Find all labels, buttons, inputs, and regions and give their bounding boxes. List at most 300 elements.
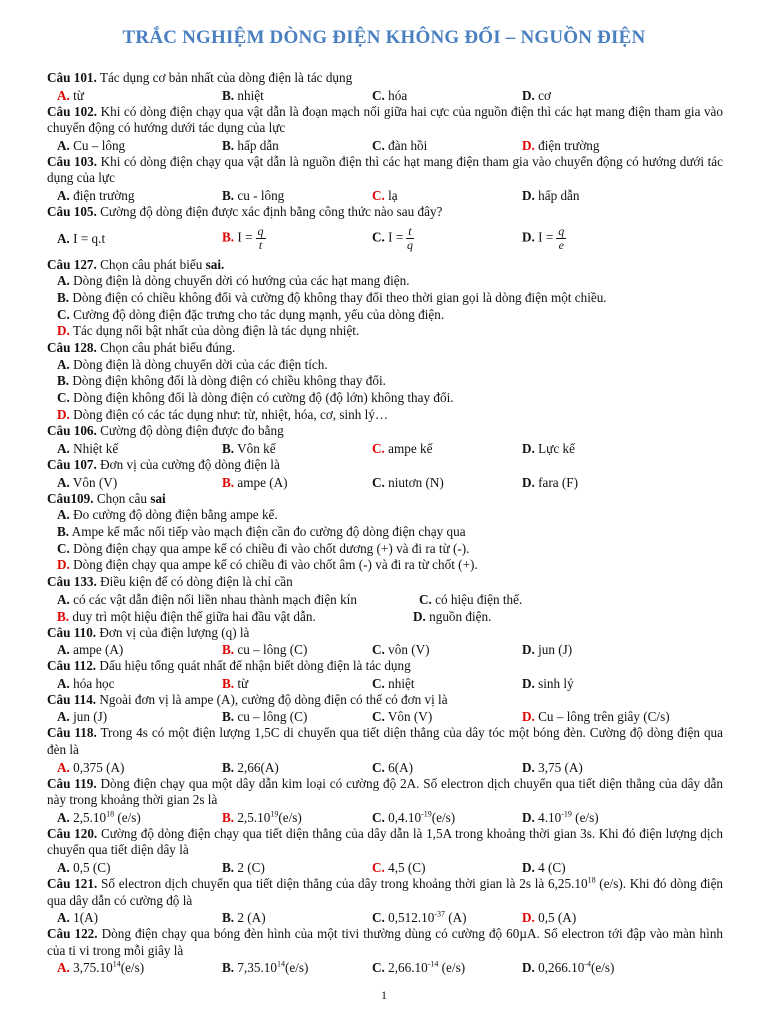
option-b[interactable] [47, 524, 723, 541]
exponent: -37 [434, 909, 445, 919]
option-text: từ [237, 675, 249, 691]
option-d[interactable] [522, 809, 723, 826]
option-b[interactable] [222, 225, 372, 252]
option-c[interactable] [372, 474, 522, 491]
option-letter: A. [57, 440, 70, 456]
option-text: ampe (A) [237, 474, 288, 490]
option-letter: C. [372, 642, 385, 658]
option-text: 3,75.10 [73, 960, 113, 976]
option-text: Dòng điện có các tác dụng như: từ, nhiệt, hóa, cơ, sinh lý… [73, 406, 389, 422]
option-unit: (e/s) [284, 960, 309, 976]
option-letter: D. [522, 960, 535, 976]
option-letter: B. [222, 229, 235, 245]
fraction [406, 225, 413, 252]
option-text: Dòng điện là dòng chuyển dời của các điện tích. [73, 356, 328, 372]
option-c[interactable] [372, 708, 522, 725]
option-letter: C. [372, 960, 385, 976]
option-text: 4.10 [538, 809, 562, 825]
question-text: Số electron dịch chuyển qua tiết diện thẳng của dây trong khoảng thời gian là 2s là 6,25.10 [101, 875, 588, 891]
question-number: Câu 112. [47, 658, 97, 674]
question-number: Câu 102. [47, 103, 98, 119]
option-a[interactable] [47, 641, 222, 658]
question-text: Tác dụng cơ bản nhất của dòng điện là tác dụng [99, 70, 353, 85]
option-text: duy trì một hiệu điện thế giữa hai đầu vật dẫn. [72, 608, 316, 624]
option-letter: D. [522, 642, 535, 658]
option-letter: C. [372, 910, 385, 926]
option-text: Vôn (V) [387, 709, 433, 725]
option-b[interactable] [222, 759, 372, 776]
option-text: Dòng điện là dòng chuyển dời có hướng của các hạt mang điện. [73, 273, 410, 289]
option-d[interactable] [522, 675, 723, 692]
option-a[interactable] [47, 474, 222, 491]
option-text: jun (J) [73, 709, 108, 725]
option-b[interactable] [222, 675, 372, 692]
option-text: Lực kế [538, 440, 575, 456]
exponent: 18 [106, 809, 115, 819]
option-text: đàn hồi [388, 137, 428, 153]
option-letter: D. [522, 440, 535, 456]
option-a[interactable] [47, 708, 222, 725]
question-number: Câu 128. [47, 339, 97, 355]
option-text: Dòng điện chạy qua ampe kế có chiều đi vào chốt dương (+) và đi ra từ (-). [73, 540, 470, 556]
option-d[interactable] [47, 407, 723, 424]
option-a[interactable] [47, 507, 723, 524]
option-c[interactable] [372, 959, 522, 976]
fraction-numerator: q [257, 224, 264, 239]
option-text: cu - lông [237, 187, 285, 203]
option-text: 7,35.10 [237, 960, 277, 976]
options-row [47, 641, 723, 658]
option-c[interactable] [372, 440, 522, 457]
question-stem [47, 340, 723, 357]
option-letter: C. [372, 137, 385, 153]
question-number: Câu 133. [47, 573, 97, 589]
option-a[interactable] [47, 357, 723, 374]
option-text: nguồn điện. [429, 608, 492, 624]
option-letter: B. [57, 289, 70, 305]
option-d[interactable] [522, 708, 723, 725]
question-list [47, 70, 723, 976]
option-text: I = [388, 229, 404, 245]
option-text: 0,375 (A) [73, 759, 125, 775]
option-text: I = [237, 229, 253, 245]
option-a[interactable] [47, 273, 723, 290]
option-text: lạ [388, 187, 398, 203]
question-number: Câu 107. [47, 456, 97, 472]
question-number: Câu109. [47, 490, 94, 506]
option-unit: (e/s) [278, 809, 302, 825]
question-stem [47, 154, 723, 187]
option-letter: D. [413, 608, 426, 624]
option-d[interactable] [522, 759, 723, 776]
option-a[interactable] [47, 591, 419, 608]
option-a[interactable] [47, 859, 222, 876]
option-letter: C. [57, 306, 70, 322]
option-d[interactable] [522, 859, 723, 876]
option-text: hóa [388, 87, 408, 103]
option-text: từ [73, 87, 84, 103]
question-number: Câu 106. [47, 423, 97, 439]
option-text: 1(A) [73, 910, 99, 926]
superscript: 18 [587, 875, 596, 885]
option-letter: A. [57, 709, 70, 725]
question-text: Cường độ dòng điện được đo bằng [100, 423, 284, 439]
question-text: Dòng điện chạy qua một dây dẫn kim loại có cường độ 2A. Số electron dịch chuyển qua tiết diện thẳng của dây dẫn này trong khoảng thời gian 2s là [47, 775, 723, 808]
option-letter: D. [57, 557, 70, 573]
option-c[interactable] [372, 759, 522, 776]
option-a[interactable] [47, 87, 222, 104]
question-number: Câu 121. [47, 875, 98, 891]
option-text: 0,266.10 [538, 960, 585, 976]
option-letter: C. [372, 759, 385, 775]
option-text: 4 (C) [538, 859, 566, 875]
option-letter: D. [522, 187, 535, 203]
question-number: Câu 127. [47, 256, 97, 272]
option-text: 4,5 (C) [388, 859, 426, 875]
options-row [47, 759, 723, 776]
option-b[interactable] [222, 708, 372, 725]
exponent: -19 [561, 809, 572, 819]
question-number: Câu 110. [47, 624, 97, 640]
option-letter: B. [57, 608, 70, 624]
option-a[interactable] [47, 675, 222, 692]
option-letter: A. [57, 273, 70, 289]
exponent: 19 [270, 809, 279, 819]
page-number: 1 [381, 988, 387, 1002]
option-text: Cu – lông [73, 137, 126, 153]
question-text: Khi có dòng điện chạy qua vật dẫn là nguồn điện thì các hạt mang điện tham gia vào chuyển động có hướng dưới tác dụng của lực [47, 153, 723, 186]
question-stem [47, 423, 723, 440]
option-letter: A. [57, 759, 70, 775]
fraction-denominator: e [558, 238, 564, 253]
option-letter: D. [522, 675, 535, 691]
option-d[interactable] [522, 87, 723, 104]
question-stem [47, 625, 723, 642]
option-text: I = [538, 229, 554, 245]
options-row [47, 591, 723, 608]
question-text: Dấu hiệu tổng quát nhất để nhận biết dòng điện là tác dụng [99, 658, 411, 674]
option-c[interactable] [47, 307, 723, 324]
option-c[interactable] [372, 87, 522, 104]
option-c[interactable] [372, 809, 522, 826]
option-text: Ampe kế mắc nối tiếp vào mạch điện cần đo cường độ dòng điện chạy qua [71, 523, 466, 539]
question-text: Khi có dòng điện chạy qua vật dẫn là đoạn mạch nối giữa hai cực của nguồn điện thì các hạt mang điện tham gia vào chuyển động có hướng dưới tác dụng của lực [47, 103, 723, 136]
option-c[interactable] [372, 641, 522, 658]
option-letter: A. [57, 859, 70, 875]
question-keyword: sai. [205, 256, 225, 272]
question-stem [47, 104, 723, 137]
option-letter: B. [222, 440, 235, 456]
option-text: niutơn (N) [388, 474, 444, 490]
option-unit: (e/s) [114, 809, 141, 825]
option-c[interactable] [372, 909, 522, 926]
option-b[interactable] [222, 809, 372, 826]
option-letter: B. [222, 809, 235, 825]
option-text: jun (J) [538, 642, 573, 658]
option-text: ampe kế [388, 440, 433, 456]
option-b[interactable] [47, 290, 723, 307]
option-d[interactable] [522, 440, 723, 457]
option-d[interactable] [47, 557, 723, 574]
option-d[interactable] [522, 137, 723, 154]
fraction-numerator: t [408, 224, 412, 239]
option-text: Vôn (V) [72, 474, 118, 490]
option-letter: A. [57, 642, 70, 658]
option-letter: A. [57, 910, 70, 926]
options-row [47, 474, 723, 491]
question-stem [47, 692, 723, 709]
question-number: Câu 122. [47, 926, 98, 942]
option-letter: C. [372, 709, 385, 725]
question-stem [47, 70, 723, 87]
fraction-numerator: q [558, 224, 565, 239]
question-text: Đơn vị của điện lượng (q) là [99, 624, 250, 640]
question-stem [47, 876, 723, 909]
option-b[interactable] [222, 641, 372, 658]
option-a[interactable] [47, 809, 222, 826]
option-d[interactable] [522, 959, 723, 976]
option-text: điện trường [73, 187, 135, 203]
option-letter: B. [222, 642, 235, 658]
option-letter: A. [57, 87, 70, 103]
option-text: ampe (A) [73, 642, 124, 658]
option-text: có hiệu điện thế. [435, 591, 523, 607]
option-c[interactable] [372, 859, 522, 876]
option-letter: A. [57, 187, 70, 203]
option-text: 0,5 (A) [538, 910, 577, 926]
option-b[interactable] [222, 137, 372, 154]
option-text: Dòng điện không đổi là dòng điện có chiều không thay đổi. [72, 373, 386, 389]
question-keyword: sai [150, 490, 166, 506]
option-letter: B. [222, 759, 235, 775]
option-letter: C. [372, 859, 385, 875]
option-text: 6(A) [388, 759, 414, 775]
option-text: 2,5.10 [237, 809, 271, 825]
option-letter: C. [372, 440, 385, 456]
option-text: 2,66(A) [237, 759, 279, 775]
question-stem [47, 826, 723, 859]
option-letter: C. [57, 389, 70, 405]
option-a[interactable] [47, 137, 222, 154]
option-letter: B. [222, 137, 235, 153]
option-letter: B. [222, 675, 235, 691]
option-letter: B. [222, 910, 235, 926]
option-c[interactable] [47, 390, 723, 407]
option-text: Cường độ dòng điện đặc trưng cho tác dụng mạnh, yếu của dòng điện. [73, 306, 445, 322]
option-letter: C. [372, 229, 385, 245]
option-letter: D. [522, 759, 535, 775]
option-letter: A. [57, 591, 70, 607]
question-text: Trong 4s có một điện lượng 1,5C di chuyển qua tiết diện thẳng của dây tóc một bóng đèn. Cường độ dòng điện qua đèn là [47, 725, 723, 757]
option-letter: A. [57, 675, 70, 691]
option-unit: (e/s) [431, 809, 456, 825]
option-letter: B. [222, 859, 235, 875]
option-letter: A. [57, 231, 70, 247]
option-d[interactable] [47, 323, 723, 340]
option-text: Đo cường độ dòng điện bằng ampe kế. [73, 507, 278, 523]
option-b[interactable] [47, 608, 413, 625]
option-c[interactable] [419, 591, 522, 608]
fraction [556, 225, 566, 252]
option-text: cu – lông (C) [237, 709, 308, 725]
option-c[interactable] [372, 675, 522, 692]
option-text: 3,75 (A) [538, 759, 583, 775]
options-row [47, 187, 723, 204]
option-letter: B. [222, 709, 235, 725]
question-stem [47, 457, 723, 474]
option-a[interactable] [47, 909, 222, 926]
option-text: Cu – lông trên giây (C/s) [538, 709, 670, 725]
option-b[interactable] [222, 187, 372, 204]
option-text: 0,4.10 [388, 809, 422, 825]
option-text: 2,66.10 [388, 960, 428, 976]
option-text: có các vật dẫn điện nối liền nhau thành mạch điện kín [73, 591, 357, 607]
question-number: Câu 103. [47, 153, 98, 169]
option-text: 2 (C) [237, 859, 265, 875]
question-text: Dòng điện chạy qua bóng đèn hình của một tivi thường dùng có cường độ 60µA. Số electron tới đập vào màn hình của ti vi trong mỗi giây là [47, 926, 724, 958]
option-text: sinh lý [538, 675, 574, 691]
option-c[interactable] [47, 541, 723, 558]
option-unit: (A) [444, 910, 467, 926]
option-letter: D. [522, 137, 535, 153]
option-letter: B. [57, 523, 70, 539]
option-b[interactable] [222, 87, 372, 104]
option-letter: C. [372, 474, 385, 490]
question-stem [47, 257, 723, 274]
option-b[interactable] [222, 859, 372, 876]
option-letter: C. [372, 809, 385, 825]
options-row [47, 708, 723, 725]
option-b[interactable] [47, 373, 723, 390]
option-letter: D. [57, 323, 70, 339]
question-text: Đơn vị của cường độ dòng điện là [100, 456, 280, 472]
page-title: TRẮC NGHIỆM DÒNG ĐIỆN KHÔNG ĐỔI – NGUỒN ĐIỆN [122, 27, 646, 48]
question-stem [47, 725, 723, 758]
option-letter: B. [222, 474, 235, 490]
option-text: hấp dẫn [538, 187, 580, 203]
option-a[interactable] [47, 230, 222, 247]
option-letter: C. [57, 540, 70, 556]
option-letter: D. [522, 709, 535, 725]
option-text: điện trường [538, 137, 600, 153]
option-unit: (e/s) [590, 960, 615, 976]
fraction-denominator: t [258, 238, 263, 253]
option-a[interactable] [47, 187, 222, 204]
option-b[interactable] [222, 909, 372, 926]
options-row [47, 859, 723, 876]
option-letter: B. [57, 373, 70, 389]
option-d[interactable] [522, 474, 723, 491]
option-d[interactable] [522, 909, 723, 926]
option-c[interactable] [372, 137, 522, 154]
options-row [47, 137, 723, 154]
option-letter: D. [522, 809, 535, 825]
option-letter: A. [57, 507, 70, 523]
question-text: Ngoài đơn vị là ampe (A), cường độ dòng điện có thể có đơn vị là [99, 691, 448, 707]
option-text: Vôn kế [237, 440, 276, 456]
question-number: Câu 101. [47, 70, 97, 85]
option-text: cơ [538, 87, 551, 103]
question-number: Câu 105. [47, 203, 97, 219]
option-letter: D. [522, 229, 535, 245]
question-stem [47, 926, 723, 959]
option-d[interactable] [522, 187, 723, 204]
exponent: -4 [584, 959, 591, 969]
option-text: Dòng điện không đổi là dòng điện có cường độ (độ lớn) không thay đổi. [73, 389, 454, 405]
option-text: 2,5.10 [73, 809, 107, 825]
question-number: Câu 120. [47, 825, 98, 841]
option-text: nhiệt [388, 675, 415, 691]
option-text: nhiệt [237, 87, 264, 103]
question-stem [47, 658, 723, 675]
option-c[interactable] [372, 187, 522, 204]
option-text: Tác dụng nổi bật nhất của dòng điện là tác dụng nhiệt. [72, 323, 360, 339]
exponent: -19 [421, 809, 432, 819]
option-text: hấp dẫn [237, 137, 279, 153]
options-row [47, 440, 723, 457]
options-row [47, 675, 723, 692]
option-letter: A. [57, 960, 70, 976]
options-row [47, 87, 723, 104]
option-letter: C. [372, 87, 385, 103]
option-text: Dòng điện có chiều không đổi và cường độ không thay đổi theo thời gian gọi là dòng điện một chiều. [72, 289, 607, 305]
option-b[interactable] [222, 959, 372, 976]
question-text: Chọn câu phát biểu đúng. [100, 339, 236, 355]
options-row [47, 221, 723, 257]
option-d[interactable] [413, 608, 491, 625]
option-letter: C. [372, 675, 385, 691]
option-text: Nhiệt kế [73, 440, 119, 456]
option-text: 2 (A) [237, 910, 266, 926]
options-row [47, 959, 723, 976]
option-b[interactable] [222, 440, 372, 457]
option-letter: C. [419, 591, 432, 607]
question-text: Điều kiện để có dòng điện là chỉ cần [100, 573, 293, 589]
question-text: Cường độ dòng điện chạy qua tiết diện thẳng của dây dẫn là 1,5A trong khoảng thời gian 3s. Khi đó điện lượng dịch chuyển qua tiết diện dây là [47, 825, 724, 858]
fraction-denominator: q [406, 238, 413, 253]
option-d[interactable] [522, 225, 723, 252]
option-letter: B. [222, 960, 235, 976]
option-text: 0,512.10 [388, 910, 435, 926]
option-text: I = q.t [73, 231, 106, 247]
option-a[interactable] [47, 959, 222, 976]
question-text: Cường độ dòng điện được xác định bằng công thức nào sau đây? [100, 203, 443, 219]
question-number: Câu 114. [47, 691, 97, 707]
option-unit: (e/s) [120, 960, 145, 976]
option-letter: A. [57, 474, 70, 490]
option-unit: (e/s) [438, 960, 466, 976]
options-row [47, 809, 723, 826]
question-stem [47, 574, 723, 591]
option-c[interactable] [372, 225, 522, 252]
options-row [47, 608, 723, 625]
option-letter: B. [222, 187, 235, 203]
option-letter: D. [522, 474, 535, 490]
option-a[interactable] [47, 759, 222, 776]
option-a[interactable] [47, 440, 222, 457]
option-d[interactable] [522, 641, 723, 658]
question-stem [47, 491, 723, 508]
question-number: Câu 119. [47, 775, 97, 791]
option-text: Dòng điện chạy qua ampe kế có chiều đi vào chốt âm (-) và đi ra từ chốt (+). [73, 557, 478, 573]
option-b[interactable] [222, 474, 372, 491]
option-unit: (e/s) [571, 809, 599, 825]
exponent: -14 [427, 959, 439, 969]
option-letter: A. [57, 356, 70, 372]
option-text: fara (F) [538, 474, 579, 490]
question-text-tail: (e/s). Khi đó dòng điện qua dây dẫn có cường độ là [47, 875, 724, 908]
option-letter: A. [57, 809, 70, 825]
